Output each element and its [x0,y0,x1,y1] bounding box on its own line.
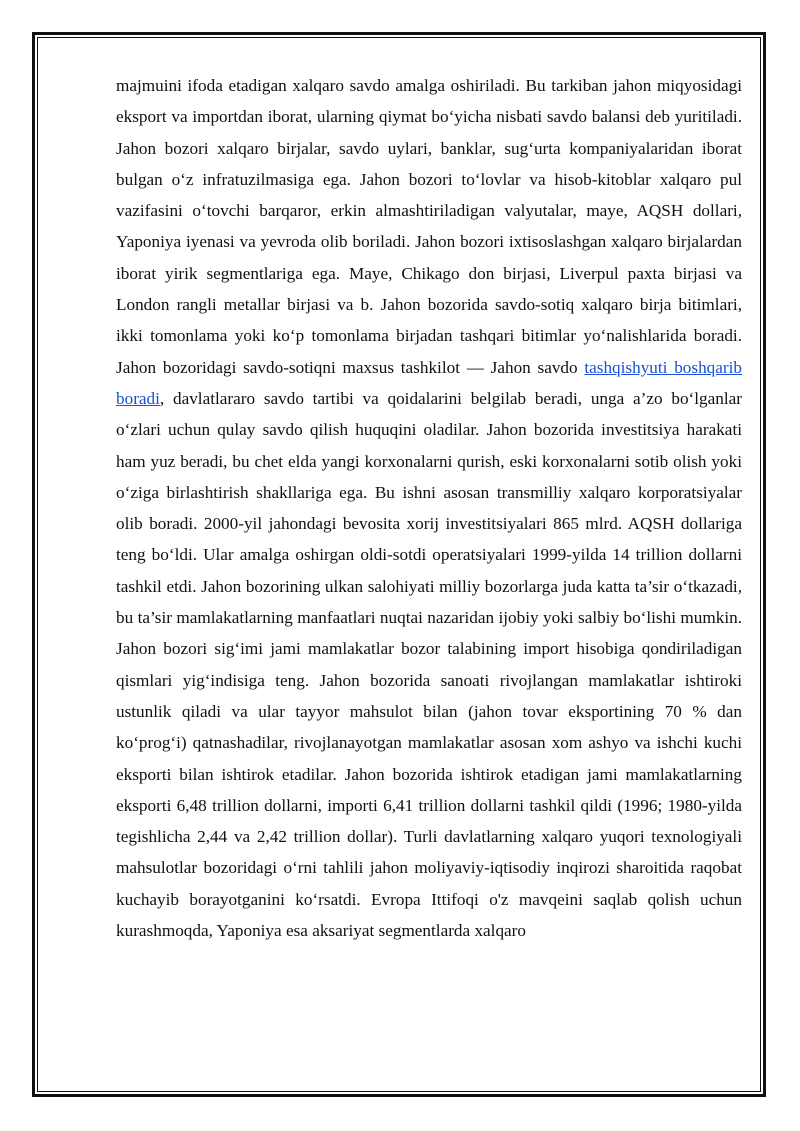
paragraph-text-before-link: majmuini ifoda etadigan xalqaro savdo amalga oshiriladi. Bu tarkiban jahon miqyosidagi eksport va importdan iborat, ularning qiymat bo‘yicha nisbati savdo balansi deb yuritiladi. Jahon bozori xalqaro birjalar, savdo uylari, banklar, sug‘urta kompaniyalaridan iborat bulgan o‘z infratuzilmasiga ega. Jahon bozori to‘lovlar va hisob-kitoblar xalqaro pul vazifasini o‘tovchi barqaror, erkin almashtiriladigan valyutalar, maye, AQSH dollari, Yaponiya iyenasi va yevroda olib boriladi. Jahon bozori ixtisoslashgan xalqaro birjalardan iborat yirik segmentlariga ega. Maye, Chikago don birjasi, Liverpul paxta birjasi va London rangli metallar birjasi va b. Jahon bozorida savdo-sotiq xalqaro birja bitimlari, ikki tomonlama yoki ko‘p tomonlama birjadan tashqari bitimlar yo‘nalishlarida boradi. Jahon bozoridagi savdo-sotiqni maxsus tashkilot — Jahon savdo [116,76,742,377]
paragraph-text-after-link: , davlatlararo savdo tartibi va qoidalarini belgilab beradi, unga a’zo bo‘lganlar o‘zlari uchun qulay savdo qilish huquqini oladilar. Jahon bozorida investitsiya harakati ham yuz beradi, bu chet elda yangi korxonalarni qurish, eski korxonalarni sotib olish yoki o‘ziga birlashtirish shakllariga ega. Bu ishni asosan transmilliy xalqaro korporatsiyalar olib boradi. 2000-yil jahondagi bevosita xorij investitsiyalari 865 mlrd. AQSH dollariga teng bo‘ldi. Ular amalga oshirgan oldi-sotdi operatsiyalari 1999-yilda 14 trillion dollarni tashkil etdi. Jahon bozorining ulkan salohiyati milliy bozorlarga juda katta ta’sir o‘tkazadi, bu ta’sir mamlakatlarning manfaatlari nuqtai nazaridan ijobiy yoki salbiy bo‘lishi mumkin. Jahon bozori sig‘imi jami mamlakatlar bozor talabining import hisobiga qondiriladigan qismlari yig‘indisiga teng. Jahon bozorida sanoati rivojlangan mamlakatlar ishtiroki ustunlik qiladi va ular tayyor mahsulot bilan (jahon tovar eksportining 70 % dan ko‘prog‘i) qatnashadilar, rivojlanayotgan mamlakatlar asosan xom ashyo va ishchi kuchi eksporti bilan ishtirok etadilar. Jahon bozorida ishtirok etadigan jami mamlakatlarning eksporti 6,48 trillion dollarni, importi 6,41 trillion dollarni tashkil qildi (1996; 1980-yilda tegishlicha 2,44 va 2,42 trillion dollar). Turli davlatlarning xalqaro yuqori texnologiyali mahsulotlar bozoridagi o‘rni tahlili jahon moliyaviy-iqtisodiy inqirozi sharoitida raqobat kuchayib borayotganini ko‘rsatdi. Evropa Ittifoqi o'z mavqeini saqlab qolish uchun kurashmoqda, Yaponiya esa aksariyat segmentlarda xalqaro [116,388,742,941]
body-paragraph [116,70,742,946]
boshqarib-boradi-link[interactable]: tashqishyuti boshqarib boradi [116,357,742,408]
